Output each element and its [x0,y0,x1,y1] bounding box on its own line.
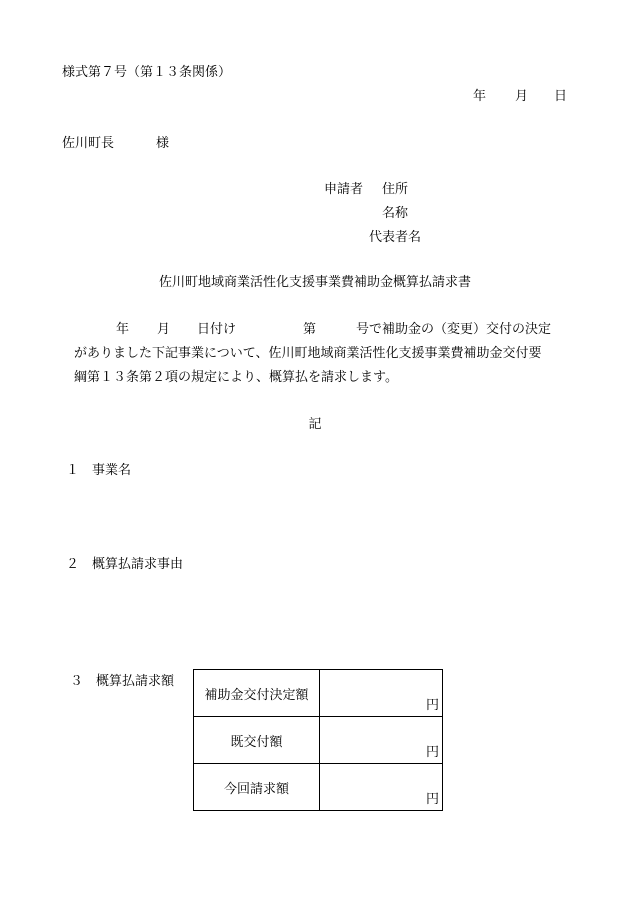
amount-row-decided [194,670,443,717]
yen-unit: 円 [425,792,439,807]
body-decision-number-prefix: 第 [303,322,317,337]
body-decision-year-label: 年 [116,322,130,337]
amount-table [193,669,443,811]
amount-value-paid[interactable] [320,717,443,764]
body-text-line-3: 綱第１３条第２項の規定により、概算払を請求します。 [74,370,398,385]
yen-unit: 円 [425,698,439,713]
date-year-label: 年 [473,89,487,104]
date-month-label: 月 [515,89,529,104]
body-decision-date-label: 日付け [197,322,237,337]
ki-marker: 記 [308,417,322,432]
amount-label-current: 今回請求額 [194,764,320,811]
document-title: 佐川町地域商業活性化支援事業費補助金概算払請求書 [158,275,471,290]
addressee-name: 佐川町長 [62,136,115,151]
amount-label-paid: 既交付額 [194,717,320,764]
body-decision-number-suffix: 号で補助金の（変更）交付の決定 [356,322,552,337]
date-day-label: 日 [554,89,568,104]
applicant-address-label: 住所 [382,182,409,197]
amount-label-decided: 補助金交付決定額 [194,670,320,717]
section-request-reason: ２ 概算払請求事由 [66,557,184,572]
applicant-representative-label: 代表者名 [369,230,422,245]
section-request-amount: ３ 概算払請求額 [70,674,175,689]
addressee-honorific: 様 [156,136,170,151]
amount-value-current[interactable] [320,764,443,811]
amount-value-decided[interactable] [320,670,443,717]
form-number: 様式第７号（第１３条関係） [62,65,232,80]
body-text-line-2: がありました下記事業について、佐川町地域商業活性化支援事業費補助金交付要 [74,346,542,361]
applicant-name-label: 名称 [382,206,409,221]
amount-row-paid [194,717,443,764]
applicant-label: 申請者 [324,182,364,197]
section-business-name: １ 事業名 [66,463,132,478]
body-decision-month-label: 月 [157,322,171,337]
yen-unit: 円 [425,745,439,760]
amount-row-current [194,764,443,811]
